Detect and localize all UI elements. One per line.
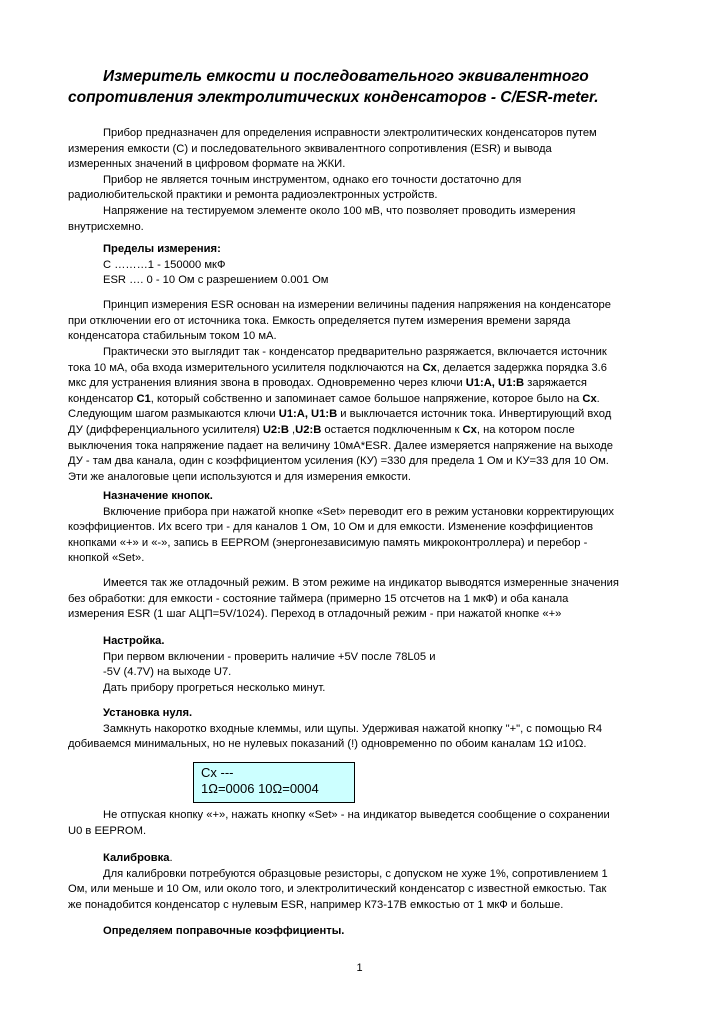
- bold-term: Cx: [582, 392, 597, 405]
- page-number: 1: [356, 962, 363, 974]
- buttons-line: Включение прибора при нажатой кнопке «Set» переводит его в режим установки корректирующих: [103, 505, 614, 518]
- bold-term: U2:B: [262, 423, 289, 436]
- limits-heading: Пределы измерения:: [103, 243, 221, 255]
- text-run: , который собственно и запоминает самое большое напряжение, которое было на: [150, 392, 583, 405]
- text-run: мкс для устранения влияния звона в проводах. Одновременно через ключи: [68, 377, 466, 390]
- principle-line: [68, 361, 664, 377]
- intro-line: радиолюбительской практики и ремонта радиоэлектронных устройств.: [68, 189, 438, 202]
- coeffs-heading: Определяем поправочные коэффициенты.: [103, 925, 345, 937]
- principle-line: Практически это выглядит так - конденсатор предварительно разряжается, включается источник: [103, 346, 607, 358]
- principle-line: [68, 392, 664, 408]
- text-run: конденсатор: [68, 392, 137, 405]
- limits-section: [68, 242, 664, 289]
- text-run: заряжается: [524, 377, 587, 390]
- setup-line: -5V (4.7V) на выходе U7.: [103, 666, 232, 679]
- limits-esr: ESR …. 0 - 10 Ом с разрешением 0.001 Ом: [103, 274, 329, 287]
- debug-paragraph: [68, 576, 664, 623]
- calibration-line: же понадобится конденсатор с нулевым ESR, например К73-17В емкостью от 1 мкФ и больше.: [68, 898, 564, 911]
- calibration-line: Для калибровки потребуются образцовые резисторы, с допуском не хуже 1%, сопротивлением 1: [103, 867, 608, 880]
- buttons-line: кнопкой «Set».: [68, 552, 145, 565]
- intro-line: Прибор предназначен для определения исправности электролитических конденсаторов путем: [103, 127, 597, 139]
- buttons-line: коэффициентов. Их всего три - для каналов 1 Ом, 10 Ом и для емкости. Изменение коэффициентов: [68, 521, 594, 534]
- principle-line: [68, 423, 664, 439]
- text-run: ДУ (дифференциального усилителя): [68, 423, 263, 436]
- principle-line: при отключении его от источника тока. Емкость определяется путем измерения времени заряда: [68, 314, 571, 327]
- intro-line: Напряжение на тестируемом элементе около 100 мВ, что позволяет проводить измерения: [103, 204, 576, 217]
- principle-line: ДУ - там два канала, один с коэффициентом усиления (КУ) =330 для предела 1 Ом и КУ=33 для 10 Ом.: [68, 455, 609, 468]
- principle-paragraph-1: [68, 298, 664, 345]
- text-run: , делается задержка порядка 3.6: [436, 361, 607, 374]
- text-run: .: [596, 392, 600, 405]
- principle-line: [68, 376, 664, 392]
- buttons-section: [68, 489, 664, 567]
- principle-line: Эти же аналоговые цепи используются и для измерения емкости.: [68, 470, 411, 483]
- bold-term: U2:B: [295, 423, 322, 436]
- calibration-line: Ом, или меньше и 10 Ом, или около того, и электролитический конденсатор с известной емкостью. Так: [68, 883, 607, 896]
- save-paragraph: [68, 808, 664, 839]
- intro-line: измеренных значений в цифровом формате на ЖКИ.: [68, 158, 346, 171]
- text-run: остается подключенным к: [321, 423, 463, 436]
- bold-term: U1:A, U1:B: [465, 377, 525, 390]
- text-run: и выключается источник тока. Инвертирующий вход: [337, 408, 612, 421]
- bold-term: Cx: [422, 361, 437, 374]
- coeffs-section: [68, 924, 664, 940]
- limits-c: С ………1 - 150000 мкФ: [103, 258, 226, 271]
- calibration-section: [68, 851, 664, 913]
- text-run: , на котором после: [476, 423, 575, 436]
- debug-line: без обработки: для емкости - состояние таймера (примерно 15 отсчетов на 1 мкФ) и оба канала: [68, 592, 569, 605]
- setup-heading: Настройка.: [103, 635, 165, 647]
- lcd-line-1: Cx ---: [201, 765, 234, 780]
- debug-line: измерения ESR (1 шаг АЦП=5V/1024). Переход в отладочный режим - при нажатой кнопке «+»: [68, 608, 562, 621]
- buttons-heading: Назначение кнопок.: [103, 490, 213, 502]
- setup-line: При первом включении - проверить наличие +5V после 78L05 и: [103, 650, 436, 663]
- principle-line: Принцип измерения ESR основан на измерении величины падения напряжения на конденсаторе: [103, 299, 612, 311]
- lcd-line-2: 1Ω=0006 10Ω=0004: [201, 781, 319, 796]
- principle-line: конденсатора стабильным током 10 мА.: [68, 330, 277, 343]
- calibration-heading-line: [68, 851, 664, 867]
- lcd-display-sample: [193, 762, 355, 803]
- debug-line: Имеется так же отладочный режим. В этом режиме на индикатор выводятся измеренные значения: [103, 577, 619, 589]
- save-line: Не отпуская кнопку «+», нажать кнопку «Set» - на индикатор выведется сообщение о сохранении: [103, 809, 610, 821]
- principle-line: [68, 407, 664, 423]
- zero-heading: Установка нуля.: [103, 707, 193, 719]
- zero-line: добиваемся минимальных, но не нулевых показаний (!) одновременно по обоим каналам 1Ω и10Ω.: [68, 738, 587, 751]
- document-title: [68, 66, 668, 108]
- title-line-1: Измеритель емкости и последовательного эквивалентного: [103, 68, 589, 85]
- intro-line: внутрисхемно.: [68, 220, 144, 233]
- intro-paragraph: [68, 126, 664, 235]
- principle-line: выключения тока напряжение падает на величину 10мА*ESR. Далее измеряется напряжение на выходе: [68, 439, 613, 452]
- intro-line: измерения емкости (С) и последовательного эквивалентного сопротивления (ESR) и вывода: [68, 142, 552, 155]
- bold-term: Cx: [462, 423, 477, 436]
- setup-section: [68, 634, 664, 696]
- title-line-2: сопротивления электролитических конденсаторов - C/ESR-meter.: [68, 89, 599, 106]
- calibration-heading: Калибровка: [103, 852, 170, 864]
- text-run: .: [169, 852, 173, 864]
- text-run: тока 10 мА, оба входа измерительного усилителя подключаются на: [68, 361, 423, 374]
- principle-paragraph-2: [68, 345, 664, 485]
- zero-line: Замкнуть накоротко входные клеммы, или щупы. Удерживая нажатой кнопку "+", с помощью R4: [103, 722, 603, 735]
- buttons-line: кнопками «+» и «-», запись в EEPROM (энергонезависимую память микроконтроллера) и перебор -: [68, 536, 588, 549]
- text-run: ,: [288, 423, 296, 436]
- text-run: Следующим шагом размыкаются ключи: [68, 408, 279, 421]
- intro-line: Прибор не является точным инструментом, однако его точности достаточно для: [103, 173, 522, 186]
- bold-term: U1:A, U1:B: [278, 408, 338, 421]
- zero-section: [68, 706, 664, 753]
- save-line: U0 в EEPROM.: [68, 824, 147, 837]
- setup-line: Дать прибору прогреться несколько минут.: [103, 681, 326, 694]
- bold-term: C1: [136, 392, 151, 405]
